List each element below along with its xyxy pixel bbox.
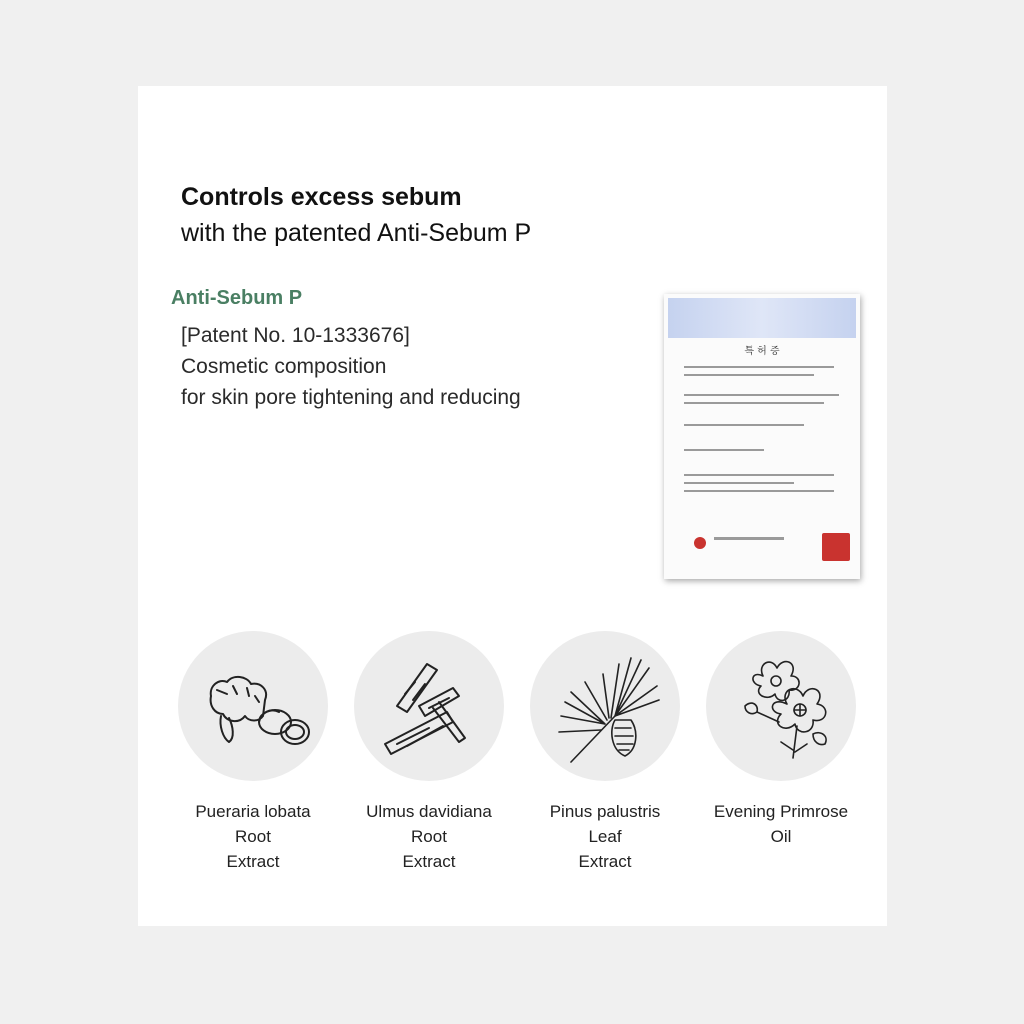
ingredient-item [168,631,338,874]
ingredient-label-line: Pinus palustris [549,802,661,821]
ingredient-label-line: Extract [226,852,280,871]
headline-line-2: with the patented Anti-Sebum P [181,219,532,247]
certificate-text-line [684,366,834,368]
ingredient-icon-circle [706,631,856,781]
ingredient-label-line: Evening Primrose [713,802,849,821]
certificate-text-line [684,474,834,476]
certificate-text-line [684,424,804,426]
ingredient-label-line: Oil [770,827,792,846]
ingredient-label-line: Pueraria lobata [195,802,311,821]
ingredient-icon-circle [530,631,680,781]
ingredient-item [520,631,690,874]
primrose-flower-icon [721,646,841,766]
certificate-text-line [684,482,794,484]
ingredient-icon-circle [178,631,328,781]
certificate-text-line [684,402,824,404]
ingredient-brand-name: Anti-Sebum P [171,287,303,309]
patent-description [181,320,521,413]
certificate-text-line [684,449,764,451]
certificate-title: 특 허 증 [744,346,780,357]
certificate-text-line [684,374,814,376]
certificate-logo-icon [694,537,706,549]
ingredient-label [520,799,690,874]
ingredient-item [344,631,514,874]
ingredient-label-line: Leaf [588,827,622,846]
patent-certificate-image [664,294,860,579]
ingredient-list [168,631,868,881]
ingredient-label [168,799,338,874]
certificate-header-band [668,298,856,338]
patent-number: [Patent No. 10-1333676] [181,324,410,347]
ingredient-label [344,799,514,874]
ingredient-label-line: Extract [578,852,632,871]
headline-line-1: Controls excess sebum [181,183,462,211]
ingredient-label-line: Root [235,827,271,846]
certificate-text-line [714,537,784,540]
pueraria-root-icon [193,646,313,766]
description-line-2: Cosmetic composition [181,355,387,378]
certificate-seal-icon [822,533,850,561]
headline [181,179,531,251]
certificate-text-line [684,490,834,492]
certificate-text-line [684,394,839,396]
ulmus-root-icon [369,646,489,766]
ingredient-label-line: Ulmus davidiana [366,802,492,821]
ingredient-item [696,631,866,849]
product-info-card [138,86,887,926]
description-line-3: for skin pore tightening and reducing [181,386,521,409]
ingredient-label-line: Extract [402,852,456,871]
ingredient-label-line: Root [411,827,447,846]
pine-leaf-icon [545,646,665,766]
ingredient-icon-circle [354,631,504,781]
ingredient-label [696,799,866,849]
